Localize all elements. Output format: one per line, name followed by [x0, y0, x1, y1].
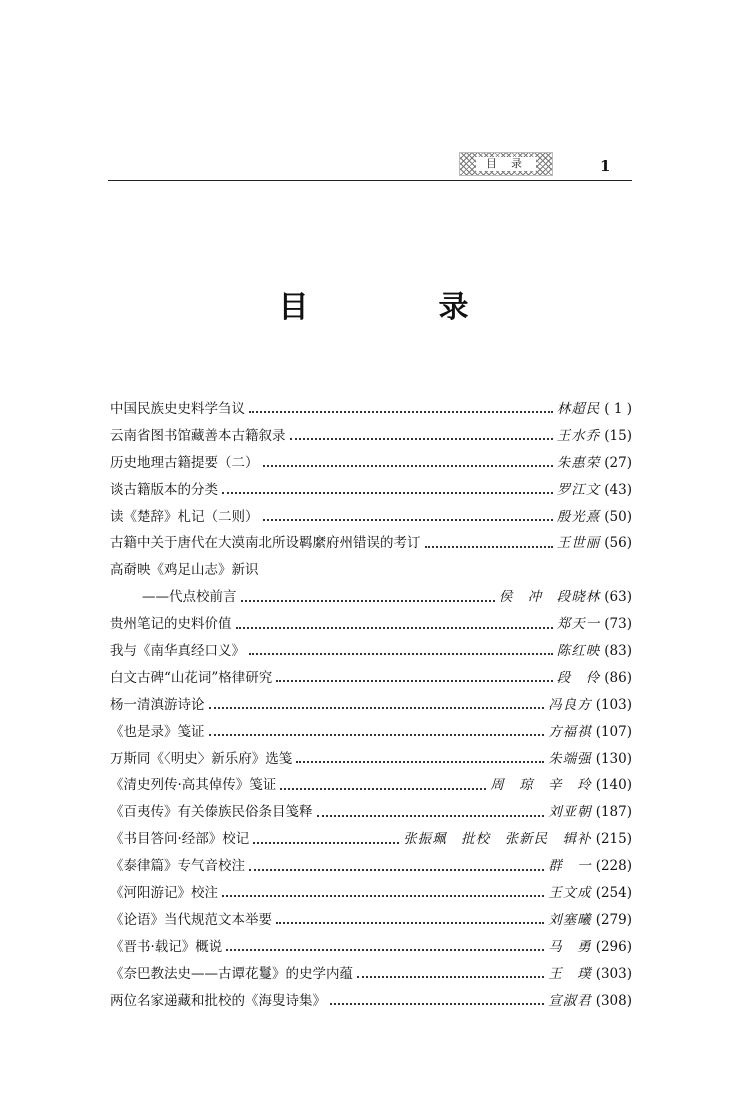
entry-page-number: (86)	[604, 669, 632, 686]
toc-entry[interactable]	[110, 584, 632, 611]
entry-title: 《书目答问·经部》校记	[110, 831, 250, 848]
entry-author: 张振珮 批校 张新民 辑补	[403, 831, 592, 848]
dot-leader	[263, 519, 553, 521]
entry-title: 古籍中关于唐代在大漠南北所设羁縻府州错误的考订	[110, 535, 421, 552]
entry-author: 周 琼 辛 玲	[490, 777, 592, 794]
dot-leader	[280, 788, 486, 790]
entry-title: 云南省图书馆藏善本古籍叙录	[110, 427, 286, 444]
header-ornament	[459, 152, 553, 176]
dot-leader	[222, 492, 553, 494]
entry-title: 《清史列传·高其倬传》笺证	[110, 777, 277, 794]
entry-page-number: (279)	[595, 911, 632, 928]
toc-entry[interactable]	[110, 477, 632, 504]
dot-leader	[249, 653, 553, 655]
entry-page-number: (56)	[604, 535, 632, 552]
dot-leader	[241, 600, 495, 602]
header-ornament-text: 目录	[476, 157, 536, 171]
entry-author: 罗江文	[556, 481, 601, 498]
dot-leader	[276, 922, 544, 924]
toc-entry[interactable]	[110, 450, 632, 477]
entry-author: 刘塞曦	[548, 911, 592, 928]
entry-title: 历史地理古籍提要（二）	[110, 454, 259, 471]
toc-entry[interactable]	[110, 853, 632, 880]
dot-leader	[276, 680, 552, 682]
entry-author: 方福祺	[548, 723, 592, 740]
page-title: 目 录	[278, 290, 519, 325]
entry-author: 王世丽	[556, 535, 601, 552]
entry-title: 《泰律篇》专气音校注	[110, 858, 245, 875]
toc-entry[interactable]	[110, 961, 632, 988]
entry-author: 冯良方	[548, 696, 592, 713]
entry-author: 林超民	[556, 401, 601, 417]
toc-entry[interactable]	[110, 665, 632, 692]
entry-author: 王水乔	[556, 427, 601, 444]
entry-page-number: (103)	[595, 696, 632, 713]
entry-page-number: ( 1 )	[604, 401, 632, 417]
dot-leader	[209, 734, 545, 736]
entry-author: 朱惠荣	[556, 454, 601, 471]
entry-title: 贵州笔记的史料价值	[110, 616, 232, 633]
entry-author: 殷光熹	[556, 508, 601, 525]
entry-page-number: (43)	[604, 481, 632, 498]
entry-title: 《奈巴教法史——古谭花鬘》的史学内蕴	[110, 965, 353, 982]
toc-entry[interactable]	[110, 719, 632, 746]
entry-author: 朱端强	[548, 750, 592, 767]
dot-leader	[236, 627, 553, 629]
entry-page-number: (107)	[595, 723, 632, 740]
entry-title: 《论语》当代规范文本举要	[110, 911, 272, 928]
entry-title: 中国民族史史料学刍议	[110, 401, 245, 417]
toc-entry[interactable]	[110, 504, 632, 531]
page-number: 1	[600, 157, 611, 175]
entry-title: 白文古碑“山花词”格律研究	[110, 669, 273, 686]
entry-author: 王文成	[548, 885, 592, 902]
dot-leader	[290, 438, 553, 440]
entry-title: 《晋书·载记》概说	[110, 938, 223, 955]
entry-title: 两位名家递藏和批校的《海叟诗集》	[110, 992, 326, 1009]
entry-page-number: (296)	[595, 938, 632, 955]
toc-entry[interactable]	[110, 799, 632, 826]
entry-author: 郑天一	[556, 616, 601, 633]
dot-leader	[253, 842, 399, 844]
entry-author: 段 伶	[556, 669, 601, 686]
entry-page-number: (50)	[604, 508, 632, 525]
toc-entry[interactable]	[110, 988, 632, 1015]
entry-title: 《河阳游记》校注	[110, 885, 218, 902]
entry-author: 王 璞	[548, 965, 592, 982]
entry-title: ——代点校前言	[142, 589, 237, 606]
toc-entry[interactable]	[110, 423, 632, 450]
entry-title: 我与《南华真经口义》	[110, 643, 245, 660]
entry-page-number: (73)	[604, 616, 632, 633]
dot-leader	[209, 707, 545, 709]
entry-title: 《也是录》笺证	[110, 723, 205, 740]
toc-entry[interactable]	[110, 907, 632, 934]
toc-entry[interactable]	[110, 880, 632, 907]
entry-title: 高奣映《鸡足山志》新识	[110, 562, 259, 579]
dot-leader	[357, 976, 544, 978]
toc-entry[interactable]	[110, 396, 632, 423]
entry-title: 读《楚辞》札记（二则）	[110, 508, 259, 525]
entry-author: 侯 冲 段晓林	[498, 589, 601, 606]
entry-author: 马 勇	[548, 938, 592, 955]
dot-leader	[296, 761, 544, 763]
dot-leader	[263, 465, 553, 467]
entry-page-number: (130)	[595, 750, 632, 767]
dot-leader	[425, 546, 553, 548]
entry-title: 杨一清滇游诗论	[110, 696, 205, 713]
dot-leader	[317, 815, 545, 817]
table-of-contents	[110, 396, 632, 1014]
entry-title: 《百夷传》有关傣族民俗条目笺释	[110, 804, 313, 821]
dot-leader	[249, 869, 544, 871]
dot-leader	[330, 1003, 544, 1005]
dot-leader	[222, 895, 544, 897]
entry-page-number: (15)	[604, 427, 632, 444]
entry-page-number: (83)	[604, 643, 632, 660]
entry-author: 宣淑君	[548, 992, 592, 1009]
entry-page-number: (308)	[595, 992, 632, 1009]
toc-entry[interactable]	[110, 826, 632, 853]
dot-leader	[249, 411, 553, 413]
toc-entry[interactable]	[110, 692, 632, 719]
entry-page-number: (27)	[604, 454, 632, 471]
entry-page-number: (303)	[595, 965, 632, 982]
entry-author: 群 一	[548, 858, 592, 875]
entry-author: 陈红映	[556, 643, 601, 660]
entry-page-number: (215)	[595, 831, 632, 848]
entry-title: 万斯同《〈明史〉新乐府》选笺	[110, 750, 293, 767]
entry-author: 刘亚朝	[548, 804, 592, 821]
toc-entry[interactable]	[110, 934, 632, 961]
entry-title: 谈古籍版本的分类	[110, 481, 218, 498]
entry-page-number: (228)	[595, 858, 632, 875]
entry-page-number: (140)	[595, 777, 632, 794]
entry-page-number: (187)	[595, 804, 632, 821]
dot-leader	[226, 949, 544, 951]
toc-entry[interactable]	[110, 638, 632, 665]
toc-entry[interactable]	[110, 772, 632, 799]
toc-entry[interactable]	[110, 557, 632, 584]
toc-entry[interactable]	[110, 611, 632, 638]
header-rule	[108, 180, 632, 181]
entry-page-number: (254)	[595, 885, 632, 902]
entry-page-number: (63)	[604, 589, 632, 606]
toc-entry[interactable]	[110, 746, 632, 773]
toc-entry[interactable]	[110, 530, 632, 557]
